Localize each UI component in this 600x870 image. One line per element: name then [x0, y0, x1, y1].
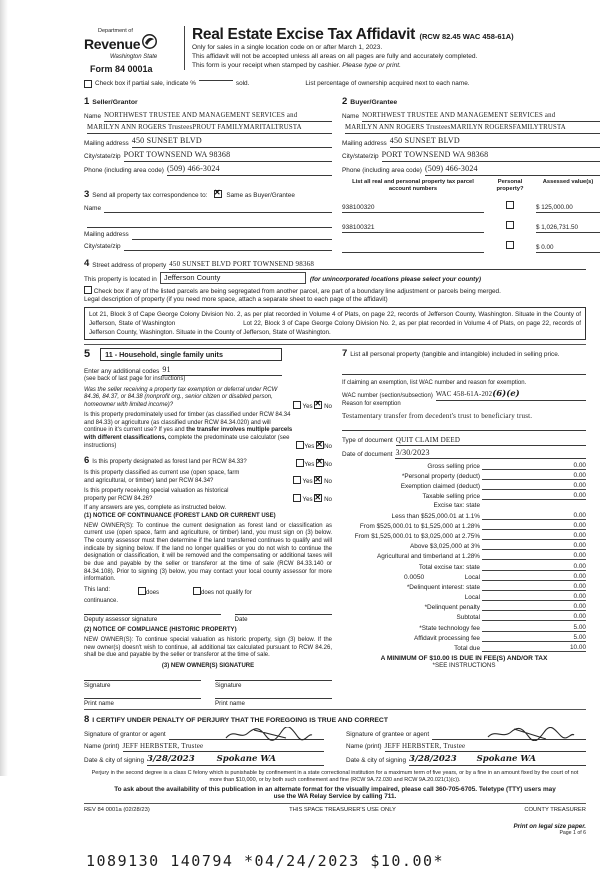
located-in-label: This property is located in [84, 275, 157, 283]
seller-title: Seller/Grantor [92, 99, 138, 107]
tax-row-amount[interactable]: 0.00 [546, 472, 586, 480]
tax-row-amount[interactable]: 0.00 [546, 532, 586, 540]
correspondence-label: Send all property tax correspondence to: [92, 191, 208, 199]
tax-row-fill-line [482, 610, 546, 611]
parcel-row [342, 195, 600, 213]
tax-row-label: From $1,525,000.01 to $3,025,000 at 2.75% [354, 532, 480, 540]
owner-print-name-line-1[interactable]: Print name [84, 698, 201, 707]
grantor-name-label: Name (print) [84, 743, 120, 751]
tax-row [342, 522, 586, 530]
tax-row-fill-line [482, 631, 546, 632]
segregated-checkbox[interactable] [84, 286, 92, 294]
this-land-label: This land: [84, 586, 111, 593]
correspondence-name-field[interactable] [104, 204, 332, 213]
tax-row-amount[interactable]: 10.00 [546, 644, 586, 652]
tax-row-fill-line [482, 479, 546, 480]
assessed-value-header: Assessed value(s) [542, 178, 594, 185]
tax-row-amount[interactable]: 0.00 [546, 522, 586, 530]
historic-question-1: Is this property receiving special valuation as historical [84, 487, 229, 494]
grantee-name-label: Name (print) [346, 743, 382, 751]
tax-row-amount[interactable]: 0.00 [546, 512, 586, 520]
seller-city-field[interactable]: PORT TOWNSEND WA 98368 [124, 150, 332, 161]
seller-section [84, 91, 332, 252]
no-label: No [324, 460, 332, 468]
yes-label: Yes [302, 478, 313, 486]
state-label: Washington State [110, 54, 158, 60]
buyer-name-field[interactable]: NORTHWEST TRUSTEE AND MANAGEMENT SERVICES and [362, 112, 600, 122]
forest-no-checkbox[interactable] [316, 459, 324, 467]
tax-row-amount[interactable]: 0.00 [546, 542, 586, 550]
tax-row-label: Affidavit processing fee [414, 634, 480, 642]
notice-continuance-body: NEW OWNER(S): To continue the current designation as forest land or classification as current use (open space, farm and agriculture, or timber) land, you must sign on (3) below. The county assessor must then determine if the land transferred continues to qualify and will indicate by signing below. If the land no longer qualifies or you do not wish to continue the designation or classification, it will be removed and the compensating or additional taxes will be due and payable by the seller or transferor at the time of sale (RCW 84.33.140 or 84.34.108). Prior to signing (3) below, you may contact your local county assessor for more information. [84, 522, 332, 583]
new-owner-signature-title: (3) NEW OWNER(S) SIGNATURE [161, 662, 255, 669]
grantor-date-label: Date & city of signing [84, 757, 145, 765]
header-divider [184, 26, 185, 70]
tax-row-amount[interactable]: 0.00 [546, 603, 586, 611]
owner-signature-line-2[interactable]: Signature [215, 680, 332, 689]
tax-row-amount[interactable]: 5.00 [546, 634, 586, 642]
section-6-number: 6 [84, 455, 90, 467]
tax-row [342, 462, 586, 470]
doc-date-label: Date of document [342, 451, 393, 459]
parcel-row [342, 215, 600, 233]
alternate-format-note: To ask about the availability of this publication in an alternate format for the visually impaired, please call 360-705-6705. Teletype (TTY) users may use the WA Relay Service by calling 711. [114, 785, 556, 800]
wac-number-label: WAC number (section/subsection) [342, 393, 433, 400]
legal-description-lot22: Lot 22, Block 3 of Cape George Colony Division No. 2, as per plat recorded in Volume 4 of Plats, on page 22, records of Jefferson County, Washington. Situate in the County of Jefferson, State of Washington. [89, 319, 582, 336]
header-note-1: Only for sales in a single location code on or after March 1, 2023. [192, 44, 383, 51]
grantor-signature-scribble [224, 727, 314, 741]
tax-row-label: Exemption claimed (deduct) [400, 483, 480, 491]
personal-property-checkbox[interactable] [506, 241, 514, 249]
buyer-city-field[interactable]: PORT TOWNSEND WA 98368 [382, 150, 600, 161]
parcel-numbers-header: List all real and personal property tax parcel account numbers [352, 178, 474, 192]
section-3-number: 3 [84, 188, 90, 200]
grantee-signature-scribble [486, 727, 576, 741]
section-2-number: 2 [342, 96, 348, 108]
historic-no-checkbox[interactable] [314, 494, 322, 502]
parcel-number-field[interactable]: 938100320 [342, 204, 484, 213]
partial-sale-label: Check box if partial sale, indicate % [95, 80, 196, 87]
tax-row-label: Less than $525,000.01 at 1.1% [391, 512, 480, 520]
exemption-yes-checkbox[interactable] [293, 401, 301, 409]
section-5-number: 5 [84, 348, 91, 361]
doc-type-field[interactable]: QUIT CLAIM DEED [396, 436, 586, 446]
personal-property-label: List all personal property (tangible and intangible) included in selling price. [350, 350, 560, 358]
tax-row-label: Subtotal [456, 614, 480, 622]
tax-row-fill-line [482, 559, 546, 560]
tax-row-label: Taxable selling price [422, 493, 480, 501]
historic-yes-checkbox[interactable] [293, 494, 301, 502]
rev-form-number: REV 84 0001a (02/28/23) [84, 806, 150, 813]
tax-row [342, 583, 586, 591]
header-note-3: This form is your receipt when stamped by cashier. [192, 61, 341, 69]
tax-row-label: Total due [454, 645, 480, 653]
section-4-number: 4 [84, 257, 90, 269]
property-location-section [84, 258, 586, 340]
certify-divider [84, 709, 586, 710]
no-label: No [324, 402, 332, 410]
no-label: No [324, 443, 332, 451]
correspondence-name-label: Name [84, 204, 102, 212]
dept-of-label: Department of [98, 28, 133, 34]
grantor-name-field[interactable]: JEFF HERBSTER, Trustee [123, 742, 324, 752]
correspondence-name-field-2[interactable] [87, 219, 332, 228]
tax-row [342, 634, 586, 642]
tax-row [342, 613, 586, 621]
reason-exemption-value: Testamentary transfer from decedent's trust to beneficiary trust. [342, 411, 533, 420]
section-1-number: 1 [84, 96, 90, 108]
seller-name-field-2[interactable]: MARILYN ANN ROGERS TrusteesPROUT FAMILYMARITALTRUSTA [87, 124, 332, 134]
see-back-note: (see back of last page for instructions) [84, 376, 186, 383]
tax-row [342, 624, 586, 632]
buyer-phone-label: Phone (including area code) [342, 167, 422, 175]
seller-city-label: City/state/zip [84, 153, 121, 161]
notice-continuance-title: (1) NOTICE OF CONTINUANCE (FOREST LAND OR CURRENT USE) [84, 512, 276, 519]
revenue-logo-icon [142, 34, 157, 54]
treasurer-stamp: 1089130 140794 *04/24/2023 $10.00* [86, 851, 445, 870]
county-select[interactable]: Jefferson County [160, 272, 306, 284]
tax-row-amount[interactable]: 0.00 [546, 552, 586, 560]
grantor-signature-field[interactable] [169, 730, 324, 740]
grantor-signature-label: Signature of grantor or agent [84, 731, 166, 739]
buyer-name-label: Name [342, 113, 360, 121]
see-instructions-note: *SEE INSTRUCTIONS [432, 662, 496, 670]
tax-row-label: *Personal property (deduct) [401, 472, 480, 480]
yes-label: Yes [304, 460, 315, 468]
yes-label: Yes [302, 402, 313, 410]
street-address-label: Street address of property [92, 261, 167, 269]
personal-property-list-field[interactable] [342, 374, 586, 375]
tax-row [342, 492, 586, 500]
reason-exemption-label: Reason for exemption [342, 400, 401, 407]
legal-description-box [84, 307, 586, 340]
timber-question-bold: the transfer involves multiple parcels with different classifications, [84, 427, 293, 442]
tax-row-fill-line [482, 499, 546, 500]
does-qualify-checkbox[interactable] [138, 587, 146, 595]
tax-row-label: Above $3,025,000 at 3% [410, 543, 480, 551]
tax-row-amount[interactable]: 5.00 [546, 624, 586, 632]
land-use-code-select[interactable]: 11 - Household, single family units [100, 348, 282, 361]
tax-row-fill-line [482, 590, 546, 591]
partial-sale-checkbox[interactable] [84, 80, 92, 88]
tax-row-fill-line [482, 580, 546, 581]
seller-name-label: Name [84, 113, 102, 121]
scan-edge-artifact [0, 0, 8, 776]
buyer-mailing-field[interactable]: 450 SUNSET BLVD [390, 136, 600, 147]
timber-question-part1: Is this property predominately used for timber (as classified under RCW 84.34 and 84.33) or agriculture (as classified under RCW 84.34.020) and will continue in it's current use? If yes and [84, 412, 291, 434]
print-legal-note: Print on legal size paper. [513, 822, 586, 830]
timber-question-part2: complete the predominate use calculator (see instructions) [84, 435, 290, 449]
currentuse-yes-checkbox[interactable] [293, 476, 301, 484]
certify-statement: I CERTIFY UNDER PENALTY OF PERJURY THAT THE FOREGOING IS TRUE AND CORRECT [92, 716, 388, 724]
forest-yes-checkbox[interactable] [296, 459, 304, 467]
if-yes-note: If any answers are yes, complete as instructed below. [84, 505, 227, 512]
buyer-name-field-2[interactable]: MARILYN ANN ROGERS TrusteesMARILYN ROGERSFAMILYTRUSTA [345, 124, 600, 134]
continuance-label: continuance. [84, 597, 119, 604]
partial-sale-percent-field[interactable] [199, 80, 233, 81]
tax-row [342, 563, 586, 571]
tax-row [342, 552, 586, 560]
tax-row [342, 573, 586, 581]
section-8-number: 8 [84, 713, 90, 725]
grantee-name-field[interactable]: JEFF HERBSTER, Trustee [385, 742, 586, 752]
parcel-number-field[interactable]: 938100321 [342, 224, 484, 233]
currentuse-no-checkbox[interactable] [314, 476, 322, 484]
parcel-row [342, 235, 600, 253]
correspondence-mailing-field[interactable] [132, 231, 332, 240]
tax-row-amount[interactable]: 0.00 [546, 462, 586, 470]
tax-row-fill-line [482, 549, 546, 550]
tax-row-fill-line [482, 519, 546, 520]
tax-row [342, 482, 586, 490]
tax-row-fill-line [482, 641, 546, 642]
correspondence-mailing-label: Mailing address [84, 231, 129, 239]
forest-question: Is this property designated as forest land per RCW 84.33? [92, 459, 247, 466]
tax-row-amount[interactable]: 0.00 [546, 563, 586, 571]
tax-row-amount[interactable]: 0.00 [546, 613, 586, 621]
parcel-number-field[interactable] [342, 244, 484, 253]
correspondence-city-label: City/state/zip [84, 242, 121, 250]
buyer-phone-field[interactable]: (509) 466-3024 [425, 164, 600, 175]
tax-row-label: Local [464, 594, 480, 602]
correspondence-city-field[interactable] [124, 242, 332, 251]
assessed-value-field[interactable]: $ 125,000.00 [536, 204, 600, 213]
tax-row [342, 512, 586, 520]
tax-row-label: *Delinquent penalty [424, 604, 480, 612]
tax-row-label: Total excise tax: state [418, 563, 480, 571]
assessed-value-field[interactable]: $ 0.00 [536, 244, 600, 253]
certification-section [84, 714, 586, 766]
tax-row-label: *Delinquent interest: state [406, 583, 480, 591]
tax-row-amount[interactable]: 0.00 [546, 573, 586, 581]
tax-row-amount[interactable]: 0.00 [546, 492, 586, 500]
wac-handwritten-value: (6)(e) [492, 388, 520, 399]
assessed-value-field[interactable]: $ 1,026,731.50 [536, 224, 600, 233]
same-as-buyer-checkbox[interactable] [214, 190, 222, 198]
personal-property-header: Personal property? [496, 178, 524, 192]
notice-compliance-body: NEW OWNER(S): To continue special valuation as historic property, sign (3) below. If the new owner(s) doesn't wish to continue, all additional tax calculated pursuant to RCW 84.26, shall be due and payable by the seller or transferor at the time of sale. [84, 636, 332, 659]
county-treasurer-label: COUNTY TREASURER [524, 806, 586, 813]
timber-no-checkbox[interactable] [316, 441, 324, 449]
additional-codes-field[interactable]: 91 [162, 365, 282, 376]
form-number: Form 84 0001a [90, 64, 153, 74]
perjury-note: Perjury in the second degree is a class C felony which is punishable by confinement in a state correctional institution for a maximum term of five years, or by a fine in an amount fixed by the court of not more than $10,000, or by both such confinement and fine (RCW 9A.72.030 and RCW 9A.20.021(1)(c)). [91, 769, 579, 783]
ownership-note: List percentage of ownership acquired next to each name. [305, 80, 470, 87]
local-rate-value: 0.0050 [404, 573, 425, 581]
grantor-date-field[interactable]: 3/28/2023 Spokane WA [147, 754, 324, 766]
buyer-section [342, 91, 600, 252]
section-divider [84, 344, 586, 345]
seller-mailing-label: Mailing address [84, 139, 129, 147]
street-address-field[interactable]: 450 SUNSET BLVD PORT TOWNSEND 98368 [169, 260, 586, 270]
grantee-signature-field[interactable] [432, 730, 586, 740]
doc-date-field[interactable]: 3/30/2023 [395, 448, 586, 459]
tax-row-label: *State technology fee [419, 624, 480, 632]
owner-signature-line-1[interactable]: Signature [84, 680, 201, 689]
buyer-title: Buyer/Grantee [350, 99, 398, 107]
no-label: No [324, 478, 332, 486]
segregated-label: Check box if any of the listed parcels are being segregated from another parcel, are part of a boundary line adjustment or parcels being merged. [93, 287, 501, 295]
tax-row [342, 542, 586, 550]
tax-row-amount[interactable]: 0.00 [546, 583, 586, 591]
form-title: Real Estate Excise Tax Affidavit [192, 26, 415, 43]
tax-row-label: Gross selling price [427, 462, 480, 470]
owner-print-name-line-2[interactable]: Print name [215, 698, 332, 707]
tax-row-fill-line [482, 539, 546, 540]
grantee-date-label: Date & city of signing [346, 757, 407, 765]
wac-number-field[interactable]: WAC 458-61A-202(6)(e) [436, 389, 586, 401]
use-code-section [84, 348, 332, 450]
grantee-date-field[interactable]: 3/28/2023 Spokane WA [409, 754, 586, 766]
doc-type-label: Type of document [342, 437, 393, 445]
minimum-due-note: A MINIMUM OF $10.00 IS DUE IN FEE(S) AND/OR TAX [380, 655, 548, 663]
personal-property-checkbox[interactable] [506, 201, 514, 209]
tax-computation-section [342, 462, 586, 669]
located-note: (for unincorporated locations please select your county) [309, 275, 481, 283]
timber-yes-checkbox[interactable] [296, 441, 304, 449]
form-title-rcw: (RCW 82.45 WAC 458-61A) [419, 32, 514, 41]
treasurer-space-label: THIS SPACE TREASURER'S USE ONLY [289, 806, 396, 813]
exemption-question: Was the seller receiving a property tax exemption or deferral under RCW 84.36, 84.37, or 84.38 (nonprofit org., senior citizen or disabled person, homeowner with limited income)? [84, 386, 278, 408]
agency-name: Revenue [84, 36, 141, 52]
yes-label: Yes [304, 443, 315, 451]
tax-row [342, 644, 586, 652]
legal-description-label: Legal description of property (if you need more space, attach a separate sheet to each page of the affidavit) [84, 296, 388, 304]
does-label: does [146, 589, 160, 596]
personal-property-section [342, 348, 586, 460]
tax-row [342, 532, 586, 540]
seller-phone-label: Phone (including area code) [84, 167, 164, 175]
parcel-table-header [342, 179, 600, 193]
form-header [84, 26, 586, 74]
currentuse-question-2: and agricultural, or timber) land per RCW 84.34? [84, 477, 214, 484]
buyer-city-label: City/state/zip [342, 153, 379, 161]
header-note-3-italic: Please type or print. [342, 61, 401, 69]
tax-row-fill-line [482, 469, 546, 470]
does-not-qualify-checkbox[interactable] [193, 587, 201, 595]
deputy-assessor-signature-line[interactable]: Deputy assessor signature [84, 614, 221, 623]
section-7-number: 7 [342, 347, 348, 359]
tax-row [342, 593, 586, 601]
legal-description-lot21: Lot 21, Block 3 of Cape George Colony Division No. 2, as per plat recorded in Volume 4 of Plats, on page 22, records of Jefferson County, Washington. Situate in the County of Jefferson, State of Washington [89, 310, 581, 327]
tax-row [342, 472, 586, 480]
header-note-2: This affidavit will not be accepted unless all areas on all pages are fully and accurately completed. [192, 52, 478, 60]
seller-mailing-field[interactable]: 450 SUNSET BLVD [132, 136, 332, 147]
seller-phone-field[interactable]: (509) 466-3024 [167, 164, 332, 175]
correspondence-section [84, 184, 332, 202]
exemption-no-checkbox[interactable] [314, 401, 322, 409]
tax-row-fill-line [482, 570, 546, 571]
additional-codes-label: Enter any additional codes [84, 368, 160, 375]
does-not-label: does not qualify for [201, 589, 252, 596]
yes-label: Yes [302, 496, 313, 504]
tax-row-label: From $525,000.01 to $1,525,000 at 1.28% [359, 522, 480, 530]
tax-row-fill-line [482, 489, 546, 490]
currentuse-question-1: Is this property classified as current use (open space, farm [84, 470, 240, 477]
page-number: Page 1 of 6 [559, 829, 586, 836]
forest-land-section [84, 455, 332, 706]
footer-divider [84, 803, 586, 804]
reason-blank-line[interactable] [342, 430, 586, 431]
tax-row-fill-line [482, 651, 546, 652]
tax-row-fill-line [482, 529, 546, 530]
buyer-mailing-label: Mailing address [342, 139, 387, 147]
tax-row [342, 502, 586, 509]
seller-name-field[interactable]: NORTHWEST TRUSTEE AND MANAGEMENT SERVICES and [104, 112, 332, 122]
tax-row-label: Excise tax: state [433, 502, 480, 510]
grantee-signature-label: Signature of grantee or agent [346, 731, 430, 739]
tax-row-fill-line [482, 600, 546, 601]
claim-exemption-note: If claiming an exemption, list WAC number and reason for exemption. [342, 380, 527, 387]
historic-question-2: property per RCW 84.26? [84, 495, 153, 502]
revenue-logo-block [84, 26, 182, 74]
deputy-date-line[interactable]: Date [235, 614, 333, 623]
no-label: No [324, 496, 332, 504]
tax-row-amount[interactable]: 0.00 [546, 482, 586, 490]
personal-property-checkbox[interactable] [506, 221, 514, 229]
tax-row [342, 603, 586, 611]
tax-row-label: Agricultural and timberland at 1.28% [376, 553, 480, 561]
partial-sale-sold-label: sold. [235, 80, 250, 87]
same-as-buyer-label: Same as Buyer/Grantee [226, 191, 295, 199]
tax-row-amount[interactable]: 0.00 [546, 593, 586, 601]
notice-compliance-title: (2) NOTICE OF COMPLIANCE (HISTORIC PROPERTY) [84, 627, 237, 634]
tax-row-label: Local [464, 573, 480, 581]
tax-row-fill-line [482, 620, 546, 621]
